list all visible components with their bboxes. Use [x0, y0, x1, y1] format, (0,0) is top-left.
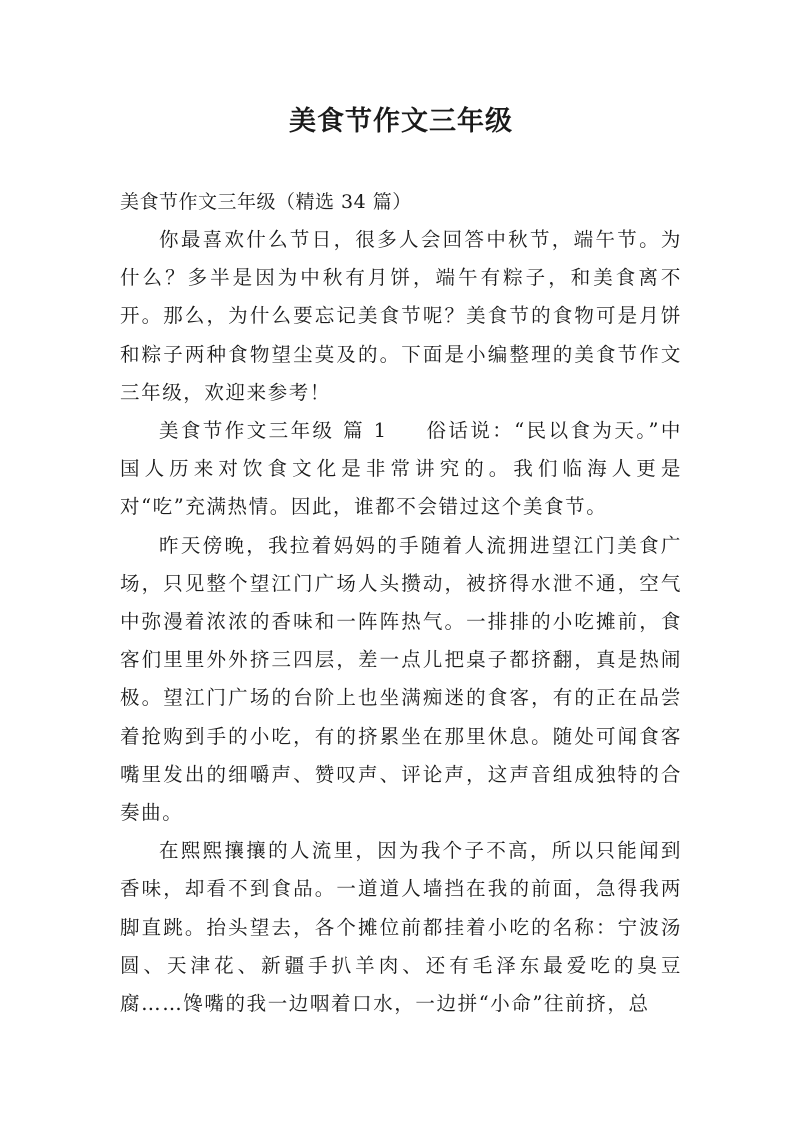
body-paragraph-3: 在熙熙攘攘的人流里，因为我个子不高，所以只能闻到香味，却看不到食品。一道道人墙挡在我的前面，急得我两脚直跳。抬头望去，各个摊位前都挂着小吃的名称：宁波汤圆、天津花、新疆手扒羊肉、还有毛泽东最爱吃的臭豆腐……馋嘴的我一边咽着口水，一边拼“小命”往前挤，总: [120, 839, 682, 1016]
body-paragraph-2: 昨天傍晚，我拉着妈妈的手随着人流拥进望江门美食广场，只见整个望江门广场人头攒动，被挤得水泄不通，空气中弥漫着浓浓的香味和一阵阵热气。一排排的小吃摊前，食客们里里外外挤三四层，差一点儿把桌子都挤翻，真是热闹极。望江门广场的台阶上也坐满痴迷的食客，有的正在品尝着抢购到手的小吃，有的挤累坐在那里休息。随处可闻食客嘴里发出的细嚼声、赞叹声、评论声，这声音组成独特的合奏曲。: [120, 533, 682, 825]
chapter-lead-text: 俗话说：“民以食为天。”中国人历来对饮食文化是非常讲究的。我们临海人更是对“吃”充满热情。因此，谁都不会错过这个美食节。: [120, 419, 682, 519]
chapter-1-paragraph: [120, 412, 682, 527]
chapter-heading: 美食节作文三年级 篇 1: [159, 419, 388, 443]
document-title: 美食节作文三年级: [289, 106, 513, 137]
intro-paragraph: 你最喜欢什么节日，很多人会回答中秋节，端午节。为什么？多半是因为中秋有月饼，端午有粽子，和美食离不开。那么，为什么要忘记美食节呢？美食节的食物可是月饼和粽子两种食物望尘莫及的。下面是小编整理的美食节作文三年级，欢迎来参考！: [120, 228, 682, 404]
document-subtitle: 美食节作文三年级（精选 34 篇）: [120, 191, 412, 213]
